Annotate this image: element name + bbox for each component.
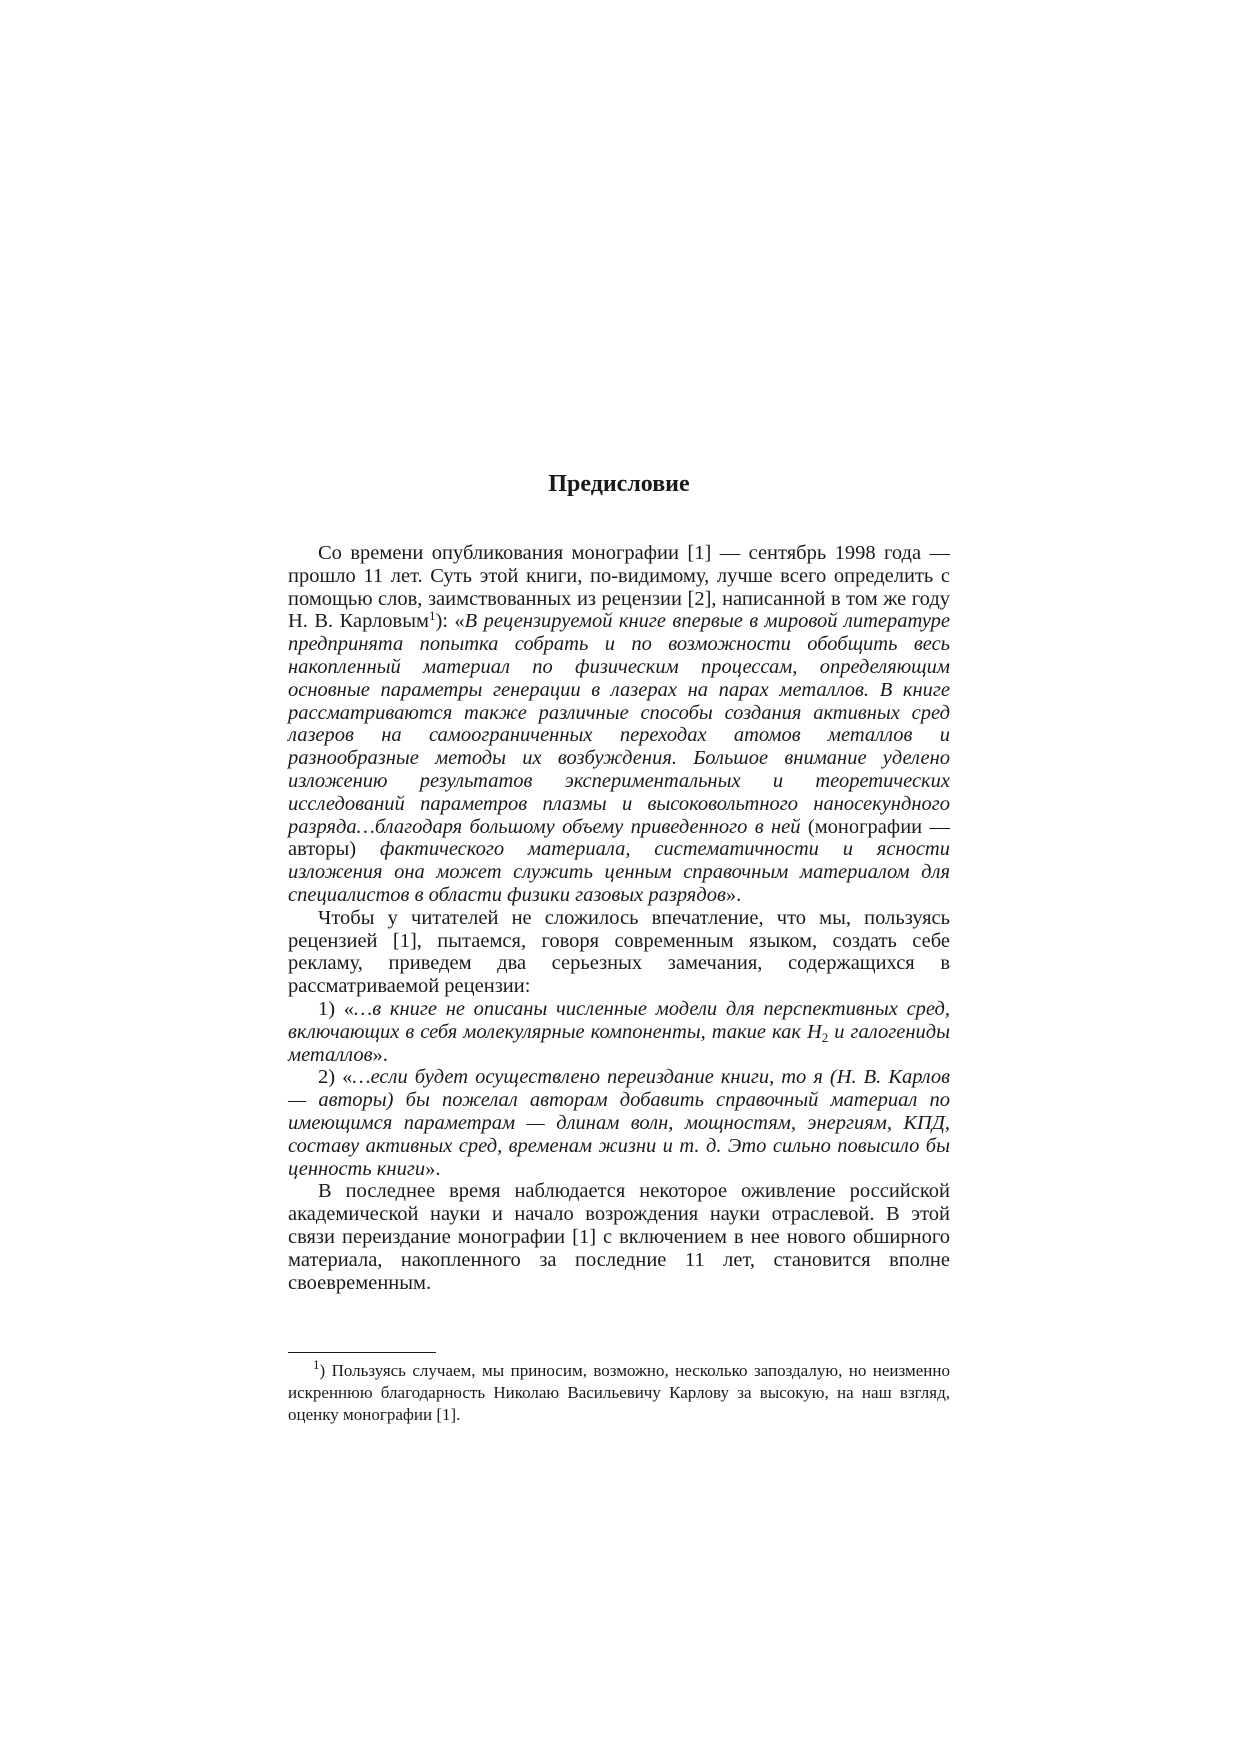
remark-2-quote: …если будет осуществлено переиздание книги, то я (Н. В. Карлов — авторы) бы пожелал авторам добавить справочный материал по имеющимся параметрам — длинам волн, мощностям, энергиям, КПД, составу активных сред, временам жизни и т. д. Это сильно повысило бы ценность книги — [288, 1066, 951, 1180]
remark-1-number: 1) « — [318, 997, 355, 1020]
quote-interjection: (монографии — авторы) — [288, 815, 950, 861]
footnote-ref: 1 — [428, 608, 436, 624]
main-text — [288, 542, 950, 1294]
remark-1-quote: …в книге не описаны численные модели для перспективных сред, включающих в себя молекулярные компоненты, такие как H — [288, 997, 951, 1043]
quote-close: ». — [725, 883, 742, 906]
footnote — [288, 1357, 950, 1426]
quote-text-continued: фактического материала, систематичности и ясности изложения она может служить ценным справочным материалом для специалистов в области физики газовых разрядов — [288, 838, 950, 906]
remark-1-quote-end: и галогениды металлов — [288, 1020, 950, 1066]
remark-1-close: ». — [372, 1043, 388, 1066]
paragraph-intro — [288, 542, 950, 907]
paragraph-conclusion: В последнее время наблюдается некоторое оживление российской академической науки и начало возрождения науки отраслевой. В этой связи переиздание монографии [1] с включением в нее нового обширного материала, накопленного за последние 11 лет, становится вполне своевременным. — [288, 1180, 950, 1294]
page-title: Предисловие — [548, 471, 690, 497]
footnote-text: ) Пользуясь случаем, мы приносим, возможно, несколько запоздалую, но неизменно искреннюю благодарность Николаю Васильевичу Карлову за высокую, на наш взгляд, оценку монографии [1]. — [288, 1361, 950, 1424]
remark-1 — [288, 998, 950, 1066]
quote-text: В рецензируемой книге впервые в мировой литературе предпринята попытка собрать и по возможности обобщить весь накопленный материал по физическим процессам, определяющим основные параметры генерации в лазерах на парах металлов. В книге рассматриваются также различные способы создания активных сред лазеров на самоограниченных переходах атомов металлов и разнообразные методы их возбуждения. Большое внимание уделено изложению результатов экспериментальных и теоретических исследований параметров плазмы и высоковольтного наносекундного разряда…благодаря большому объему приведенного в ней — [288, 610, 950, 838]
intro-after-mark: ): « — [435, 610, 465, 633]
remark-2-close: ». — [425, 1157, 441, 1180]
footnote-divider — [288, 1352, 436, 1353]
paragraph-remarks-intro: Чтобы у читателей не сложилось впечатление, что мы, пользуясь рецензией [1], пытаемся, говоря современным языком, создать себе рекламу, приведем два серьезных замечания, содержащихся в рассматриваемой рецензии: — [288, 906, 950, 998]
remark-1-subscript: 2 — [821, 1029, 829, 1045]
footnote-mark: 1 — [313, 1357, 320, 1372]
remark-2-number: 2) « — [318, 1066, 353, 1089]
intro-text: Со времени опубликования монографии [1] — сентябрь 1998 года — прошло 11 лет. Суть этой книги, по-видимому, лучше всего определить с помощью слов, заимствованных из рецензии [2], написанной в том же году Н. В. Карловым — [288, 542, 950, 633]
remark-2 — [288, 1066, 950, 1180]
